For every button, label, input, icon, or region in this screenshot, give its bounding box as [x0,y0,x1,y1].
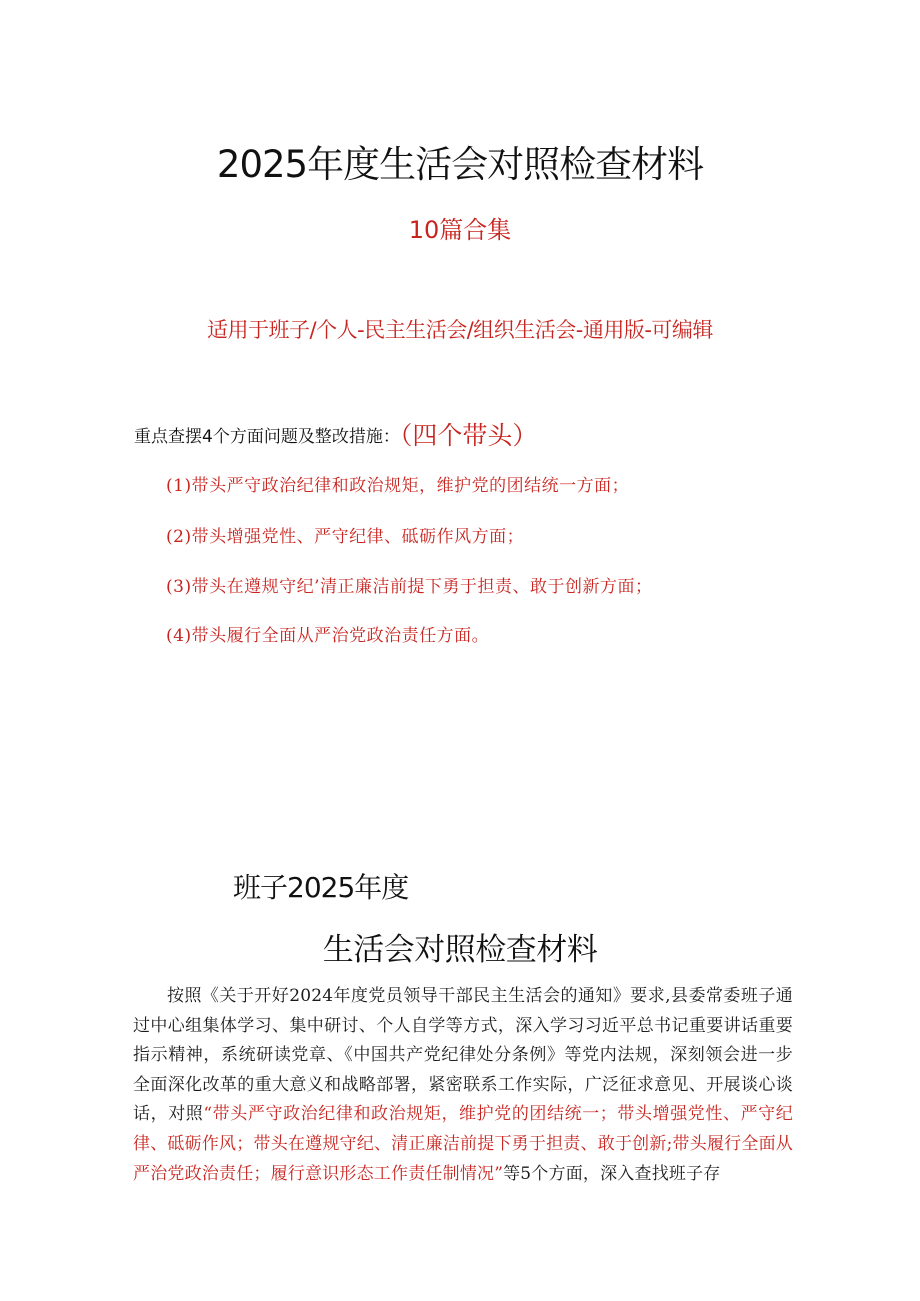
focus-item-1: (1)带头严守政治纪律和政治规矩，维护党的团结统一方面； [166,476,630,496]
focus-heading [134,416,537,452]
body-text-highlight: “带头严守政治纪律和政治规矩，维护党的团结统一；带头增强党性、严守纪律、砥砺作风；带头在遵规守纪、清正廉洁前提下勇于担责、敢于创新;带头履行全面从严治党政治责任；履行意识形态工作责任制情况” [133,1104,793,1184]
focus-highlight: （四个带头） [399,421,538,450]
focus-item-2: (2)带头增强党性、严守纪律、砥砺作风方面； [166,527,525,547]
focus-lead: 重点查摆4个方面问题及整改措施： [134,427,400,447]
applicability-note: 适用于班子/个人-民主生活会/组织生活会-通用版-可编辑 [207,318,713,342]
body-text-part1: 按照《关于开好2024年度党员领导干部民主生活会的通知》要求,县委常委班子通过中心组集体学习、集中研讨、个人自学等方式，深入学习习近平总书记重要讲话重要指示精神，系统研读党章、《中国共产党纪律处分条例》等党内法规，深刻领会进一步全面深化改革的重大意义和战略部署，紧密联系工作实际，广泛征求意见、开展谈心谈话，对照 [133,986,793,1125]
document-subtitle: 10篇合集 [408,216,512,244]
body-paragraph [133,982,793,1189]
body-text-part2: 等5个方面，深入查找班子存 [503,1163,721,1184]
focus-item-3: (3)带头在遵规守纪’清正廉洁前提下勇于担责、敢于创新方面； [166,577,653,597]
section-title-line2: 生活会对照检查材料 [322,932,598,968]
section-title-line1: 班子2025年度 [233,871,409,904]
document-title: 2025年度生活会对照检查材料 [216,143,704,186]
focus-item-4: (4)带头履行全面从严治党政治责任方面。 [166,626,490,646]
